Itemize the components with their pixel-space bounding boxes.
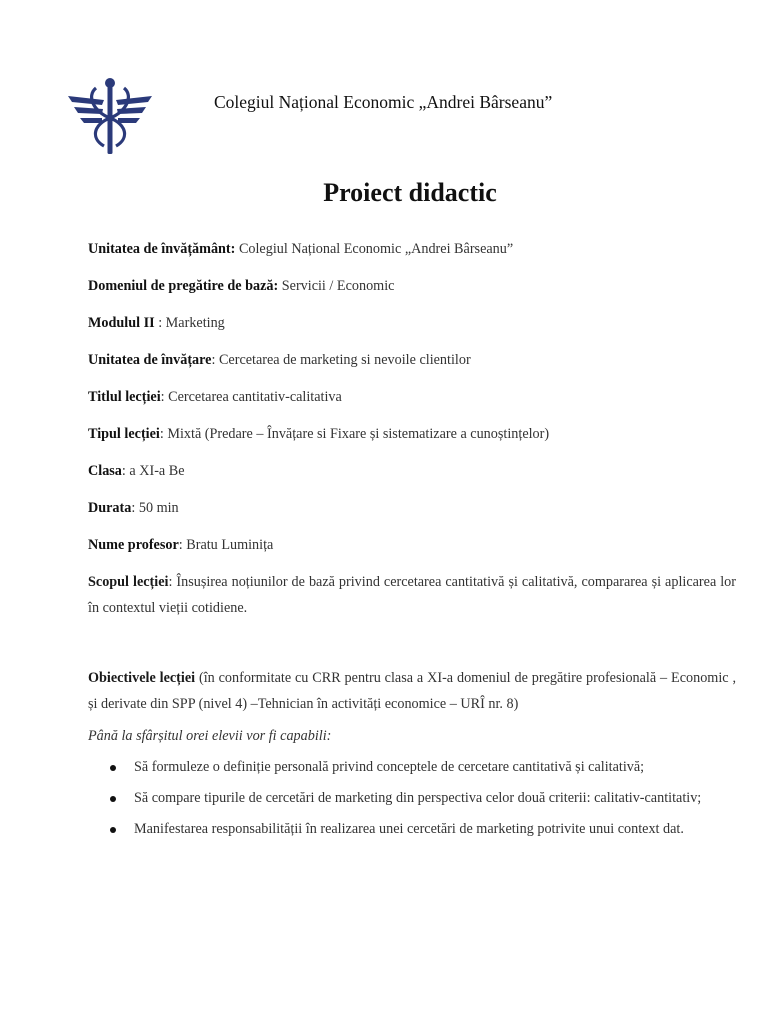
field-value: (în conformitate cu CRR pentru clasa a XI-a domeniul de pregătire profesională – Economic , și derivate din SPP (nivel 4) –Tehnician în activități economice – URÎ nr. 8): [88, 670, 736, 712]
field-clasa: [88, 458, 736, 495]
field-unitatea-invatare: [88, 347, 736, 384]
field-label: Unitatea de învățământ:: [88, 241, 236, 257]
field-value: : Cercetarea de marketing si nevoile clientilor: [211, 352, 471, 368]
field-label: Nume profesor: [88, 537, 179, 553]
objectives-intro: Până la sfârșitul orei elevii vor fi capabili:: [88, 728, 332, 744]
field-modulul: [88, 310, 736, 347]
field-label: Modulul II: [88, 315, 155, 331]
field-value: : Bratu Luminița: [178, 537, 274, 553]
scopul-lectiei-paragraph: [88, 569, 736, 621]
field-label: Clasa: [88, 463, 122, 479]
list-item: [88, 753, 736, 781]
field-value: : Marketing: [154, 315, 225, 331]
field-value: : Însușirea noțiunilor de bază privind cercetarea cantitativă și calitativă, compararea și aplicarea lor în contextul vieții cotidiene.: [88, 574, 736, 616]
field-tipul-lectiei: [88, 421, 736, 458]
field-durata: [88, 495, 736, 532]
field-label: Unitatea de învățare: [88, 352, 212, 368]
field-label: Durata: [88, 500, 132, 516]
field-value: Colegiul Național Economic „Andrei Bârseanu”: [235, 241, 514, 257]
bullet-icon: [110, 765, 116, 771]
field-label: Domeniul de pregătire de bază:: [88, 278, 279, 294]
bullet-icon: [110, 827, 116, 833]
field-value: : Mixtă (Predare – Învățare si Fixare și sistematizare a cunoștințelor): [159, 426, 550, 442]
field-value: : a XI-a Be: [121, 463, 185, 479]
page-title: Proiect didactic: [323, 178, 497, 207]
field-label: Scopul lecției: [88, 574, 169, 590]
list-item: [88, 784, 736, 812]
field-domeniul: [88, 273, 736, 310]
field-label: Obiectivele lecției: [88, 670, 196, 686]
objectives-list: [88, 753, 736, 843]
list-item: [88, 815, 736, 843]
bullet-icon: [110, 796, 116, 802]
list-item-text: Să compare tipurile de cercetări de marketing din perspectiva celor două criterii: calitativ-cantitativ;: [134, 790, 702, 806]
field-unitatea-invatamant: [88, 236, 736, 273]
obiectivele-lectiei-paragraph: [88, 665, 736, 717]
field-nume-profesor: [88, 532, 736, 569]
field-value: : 50 min: [131, 500, 179, 516]
document-body: [88, 236, 736, 846]
field-label: Tipul lecției: [88, 426, 160, 442]
field-value: Servicii / Economic: [278, 278, 395, 294]
list-item-text: Manifestarea responsabilității în realizarea unei cercetări de marketing potrivite unui context dat.: [134, 821, 684, 837]
field-label: Titlul lecției: [88, 389, 161, 405]
caduceus-winged-logo-icon: [66, 74, 154, 158]
list-item-text: Să formuleze o definiție personală privind conceptele de cercetare cantitativă și calitativă;: [134, 759, 645, 775]
field-value: : Cercetarea cantitativ-calitativa: [160, 389, 342, 405]
school-name-heading: Colegiul Național Economic „Andrei Bârseanu”: [214, 92, 553, 112]
field-titlul-lectiei: [88, 384, 736, 421]
